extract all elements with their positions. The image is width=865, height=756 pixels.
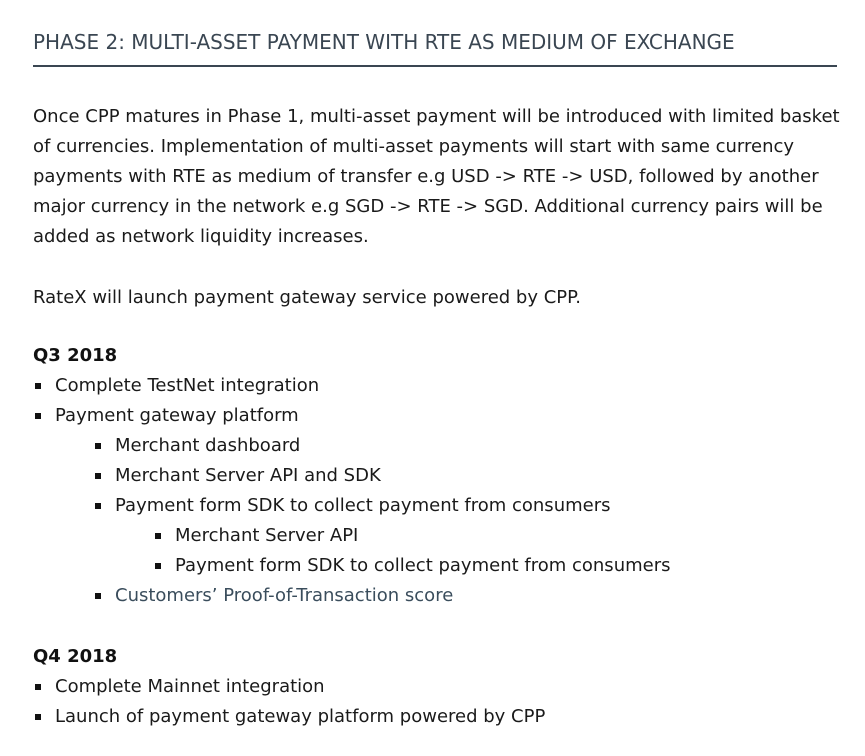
square-bullet-icon — [155, 533, 161, 539]
gateway-paragraph: RateX will launch payment gateway service powered by CPP. — [33, 287, 581, 308]
square-bullet-icon — [35, 684, 41, 690]
square-bullet-icon — [95, 503, 101, 509]
list-item — [55, 702, 545, 732]
square-bullet-icon — [95, 593, 101, 599]
phase-heading: PHASE 2: MULTI-ASSET PAYMENT WITH RTE AS MEDIUM OF EXCHANGE — [33, 30, 735, 54]
gateway-sublist — [115, 431, 610, 521]
square-bullet-icon — [95, 443, 101, 449]
list-item-text: Merchant dashboard — [115, 435, 301, 456]
list-item-text: Complete TestNet integration — [55, 375, 320, 396]
list-item-text: Payment form SDK to collect payment from consumers — [115, 495, 611, 516]
list-item-text: Payment gateway platform — [55, 405, 299, 426]
list-item-text: Merchant Server API and SDK — [115, 465, 381, 486]
gateway-sublist-continued — [115, 581, 453, 611]
list-item — [55, 672, 545, 702]
q4-title: Q4 2018 — [33, 646, 118, 667]
list-item-text: Customers’ Proof-of-Transaction score — [115, 585, 454, 606]
list-item — [55, 401, 319, 431]
q3-title: Q3 2018 — [33, 345, 118, 366]
list-item — [55, 371, 319, 401]
q3-list — [55, 371, 319, 431]
list-item-text: Launch of payment gateway platform powered by CPP — [55, 706, 546, 727]
square-bullet-icon — [155, 563, 161, 569]
q4-list — [55, 672, 545, 732]
heading-divider — [33, 65, 837, 67]
list-item-text: Merchant Server API — [175, 525, 359, 546]
sdk-sublist — [175, 521, 670, 581]
intro-paragraph: Once CPP matures in Phase 1, multi-asset payment will be introduced with limited basket of currencies. Implementation of multi-asset payments will start with same currency payments with RTE as medium of transfer e.g USD -> RTE -> USD, followed by another major currency in the network e.g SGD -> RTE -> SGD. Additional currency pairs will be added as network liquidity increases. — [33, 106, 840, 247]
square-bullet-icon — [35, 413, 41, 419]
list-item — [115, 491, 610, 521]
list-item — [115, 581, 453, 611]
list-item-text: Complete Mainnet integration — [55, 676, 325, 697]
list-item — [115, 461, 610, 491]
list-item — [115, 431, 610, 461]
list-item — [175, 551, 670, 581]
square-bullet-icon — [95, 473, 101, 479]
square-bullet-icon — [35, 714, 41, 720]
square-bullet-icon — [35, 383, 41, 389]
list-item — [175, 521, 670, 551]
list-item-text: Payment form SDK to collect payment from consumers — [175, 555, 671, 576]
